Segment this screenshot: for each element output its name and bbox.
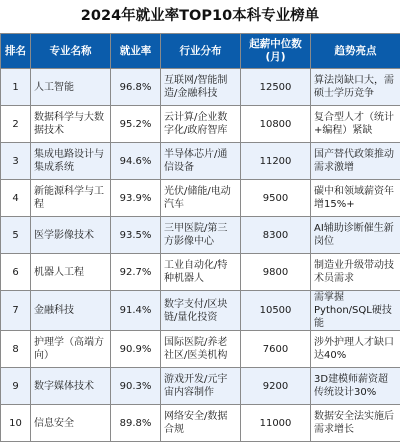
header-industry: 行业分布 (161, 34, 241, 69)
cell-rate: 96.8% (111, 69, 161, 106)
table-row (1, 291, 400, 331)
cell-salary: 12500 (241, 69, 311, 106)
cell-rank: 4 (1, 180, 31, 217)
header-major: 专业名称 (31, 34, 111, 69)
cell-major: 护理学（高端方向） (31, 331, 111, 368)
ranking-table (0, 33, 400, 442)
cell-major: 数字媒体技术 (31, 368, 111, 405)
cell-salary: 11200 (241, 143, 311, 180)
cell-major: 人工智能 (31, 69, 111, 106)
cell-major: 数据科学与大数据技术 (31, 106, 111, 143)
cell-trend: 制造业升级带动技术员需求 (311, 254, 400, 291)
cell-salary: 10500 (241, 291, 311, 331)
cell-salary: 9800 (241, 254, 311, 291)
table-body (1, 69, 400, 442)
cell-major: 医学影像技术 (31, 217, 111, 254)
table-row (1, 254, 400, 291)
cell-major: 集成电路设计与集成系统 (31, 143, 111, 180)
cell-rank: 7 (1, 291, 31, 331)
cell-rate: 95.2% (111, 106, 161, 143)
cell-trend: 算法岗缺口大，需硕士学历竞争 (311, 69, 400, 106)
cell-rank: 8 (1, 331, 31, 368)
cell-industry: 半导体芯片/通信设备 (161, 143, 241, 180)
cell-trend: 碳中和领域薪资年增15%+ (311, 180, 400, 217)
cell-rate: 90.9% (111, 331, 161, 368)
cell-major: 信息安全 (31, 405, 111, 442)
cell-trend: 涉外护理人才缺口达40% (311, 331, 400, 368)
cell-industry: 国际医院/养老社区/医美机构 (161, 331, 241, 368)
cell-salary: 9500 (241, 180, 311, 217)
header-trend: 趋势亮点 (311, 34, 400, 69)
cell-rate: 94.6% (111, 143, 161, 180)
table-row (1, 69, 400, 106)
cell-trend: 国产替代政策推动需求激增 (311, 143, 400, 180)
table-header-row (1, 34, 400, 69)
cell-major: 新能源科学与工程 (31, 180, 111, 217)
cell-industry: 数字支付/区块链/量化投资 (161, 291, 241, 331)
cell-salary: 10800 (241, 106, 311, 143)
header-rate: 就业率 (111, 34, 161, 69)
cell-major: 机器人工程 (31, 254, 111, 291)
page-title: 2024年就业率TOP10本科专业榜单 (0, 0, 400, 33)
cell-industry: 游戏开发/元宇宙内容制作 (161, 368, 241, 405)
table-row (1, 368, 400, 405)
cell-trend: 3D建模师薪资超传统设计30% (311, 368, 400, 405)
table-row (1, 106, 400, 143)
cell-rank: 9 (1, 368, 31, 405)
cell-rate: 93.5% (111, 217, 161, 254)
cell-salary: 8300 (241, 217, 311, 254)
table-row (1, 405, 400, 442)
cell-rank: 5 (1, 217, 31, 254)
cell-trend: 需掌握Python/SQL硬技能 (311, 291, 400, 331)
cell-industry: 网络安全/数据合规 (161, 405, 241, 442)
cell-trend: AI辅助诊断催生新岗位 (311, 217, 400, 254)
cell-rate: 91.4% (111, 291, 161, 331)
cell-industry: 三甲医院/第三方影像中心 (161, 217, 241, 254)
cell-rank: 1 (1, 69, 31, 106)
cell-rank: 6 (1, 254, 31, 291)
header-rank: 排名 (1, 34, 31, 69)
cell-salary: 9200 (241, 368, 311, 405)
cell-industry: 云计算/企业数字化/政府智库 (161, 106, 241, 143)
cell-trend: 复合型人才（统计+编程）紧缺 (311, 106, 400, 143)
table-row (1, 331, 400, 368)
cell-rate: 92.7% (111, 254, 161, 291)
cell-salary: 7600 (241, 331, 311, 368)
cell-industry: 光伏/储能/电动汽车 (161, 180, 241, 217)
table-row (1, 217, 400, 254)
cell-industry: 工业自动化/特种机器人 (161, 254, 241, 291)
table-row (1, 180, 400, 217)
cell-rate: 90.3% (111, 368, 161, 405)
cell-trend: 数据安全法实施后需求增长 (311, 405, 400, 442)
cell-rank: 2 (1, 106, 31, 143)
cell-major: 金融科技 (31, 291, 111, 331)
cell-industry: 互联网/智能制造/金融科技 (161, 69, 241, 106)
cell-rank: 3 (1, 143, 31, 180)
cell-salary: 11000 (241, 405, 311, 442)
table-row (1, 143, 400, 180)
cell-rank: 10 (1, 405, 31, 442)
header-salary: 起薪中位数 (月) (241, 34, 311, 69)
cell-rate: 93.9% (111, 180, 161, 217)
cell-rate: 89.8% (111, 405, 161, 442)
